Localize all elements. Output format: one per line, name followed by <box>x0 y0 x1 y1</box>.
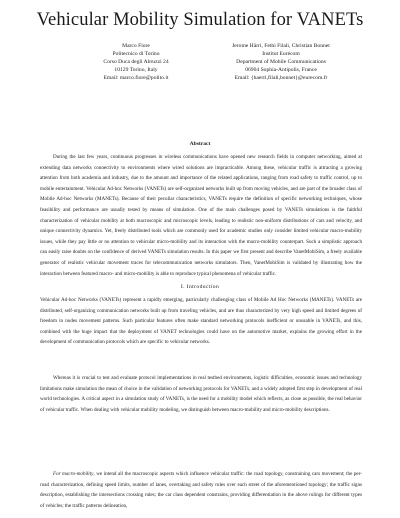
author-email: Email: {haerri,filali,bonnet}@eurecom.fr <box>234 74 328 81</box>
intro-paragraph-3-rest: , we intend all the macroscopic aspects which influence vehicular traffic: the road topology, constraining cars movement; the per-road characterization, defining speed limits, number of lanes, overtaking and safety rules over each street of the aforementioned topology; the traffic signs description, establishing the intersections crossing rules; the car class dependent constrains, providing differentiation in the above rulings for different types of vehicles; the traffic patterns delineation, <box>40 471 362 509</box>
author-institute: Institut Eurécom <box>262 50 300 57</box>
intro-paragraph-1-text: Vehicular Ad-hoc Networks (VANETs) represent a rapidly emerging, particularly challenging class of Mobile Ad Hoc Networks (MANETs). VANETs are distributed, self-organizing communication networks built up from traveling vehicles, and are thus characterized by very high speed and limited degrees of freedom in nodes movement patterns. Such particular features often make standard networking protocols inefficient or unusable in VANETs, and this, combined with the huge impact that the deployment of VANET technologies could have on the automotive market, explains the growing effort in the development of communication protocols which are specific to vehicular networks. <box>40 297 362 346</box>
author-address: Corso Duca degli Abruzzi 24 <box>103 58 169 65</box>
author-block-right <box>198 43 364 83</box>
intro-paragraph-2 <box>40 373 362 415</box>
abstract-paragraph: During the last few years, continuous progresses in wireless communications have opened new research fields in computer networking, aimed at extending data networks connectivity to environments where wired solutions are impracticable. Among these, vehicular traffic is attracting a growing attention from both academia and industry, due to the amount and importance of the related applications, ranging from road safety to traffic control, up to mobile entertainment. Vehicular Ad-hoc Networks (VANETs) are self-organized networks built up from moving vehicles, and are part of the broader class of Mobile Ad-hoc Networks (MANETs). Because of their peculiar characteristics, VANETs require the definition of specific networking techniques, whose feasibility and performance are usually tested by means of simulation. One of the main challenges posed by VANETs simulations is the faithful characterization of vehicular mobility at both macroscopic and microscopic levels, leading to realistic non-uniform distributions of cars and velocity, and unique connectivity dynamics. Yet, freely distributed tools which are commonly used for academic studies only consider limited vehicular macro-mobility issues, while they pay little or no attention to vehicular micro-mobility and its interaction with the macro-mobility counterpart. Such a simplistic approach can easily raise doubts on the confidence of derived VANETs simulation results. In this paper we first present and describe VanetMobiSim, a freely available generator of realistic vehicular movement traces for telecommunication networks simulators. Then, VanetMobiSim is validated by illustrating how the interaction between featured macro- and micro-mobility is able to reproduce typical phenomena of vehicular traffic. <box>40 154 362 277</box>
author-name: Marco Fiore <box>122 43 150 49</box>
intro-paragraph-1 <box>40 295 362 348</box>
introduction-heading: I. Introduction <box>180 284 220 290</box>
author-block-left <box>72 43 200 83</box>
intro-paragraph-2-text: Whereas it is crucial to test and evaluate protocol implementations in real testbed environments, logistic difficulties, economic issues and technology limitations make simulation the mean of choice in the validation of networking protocols for VANETs, and a widely adopted first step in development of real world technologies. A critical aspect in a simulation study of VANETs, is the need for a mobility model which reflects, as close as possible, the real behavior of vehicular traffic. When dealing with vehicular mobility modeling, we distinguish between macro-mobility and micro-mobility descriptions. <box>40 375 362 413</box>
macro-mobility-term: For macro-mobility <box>53 471 94 477</box>
paper-title: Vehicular Mobility Simulation for VANETs <box>36 10 364 30</box>
author-city: 10129 Torino, Italy <box>114 66 158 73</box>
author-department: Department of Mobile Communications <box>236 58 326 65</box>
author-city: 06904 Sophia-Antipolis, France <box>245 66 317 73</box>
intro-paragraph-3-text <box>40 469 362 511</box>
author-affiliation: Politecnico di Torino <box>112 50 160 57</box>
intro-paragraph-3 <box>40 469 362 511</box>
author-names: Jerome Härri, Fethi Filali, Christian Bonnet <box>232 43 330 49</box>
abstract-heading: Abstract <box>189 141 211 147</box>
abstract-text <box>40 152 362 279</box>
author-email: Email: marco.fiore@polito.it <box>103 74 169 81</box>
